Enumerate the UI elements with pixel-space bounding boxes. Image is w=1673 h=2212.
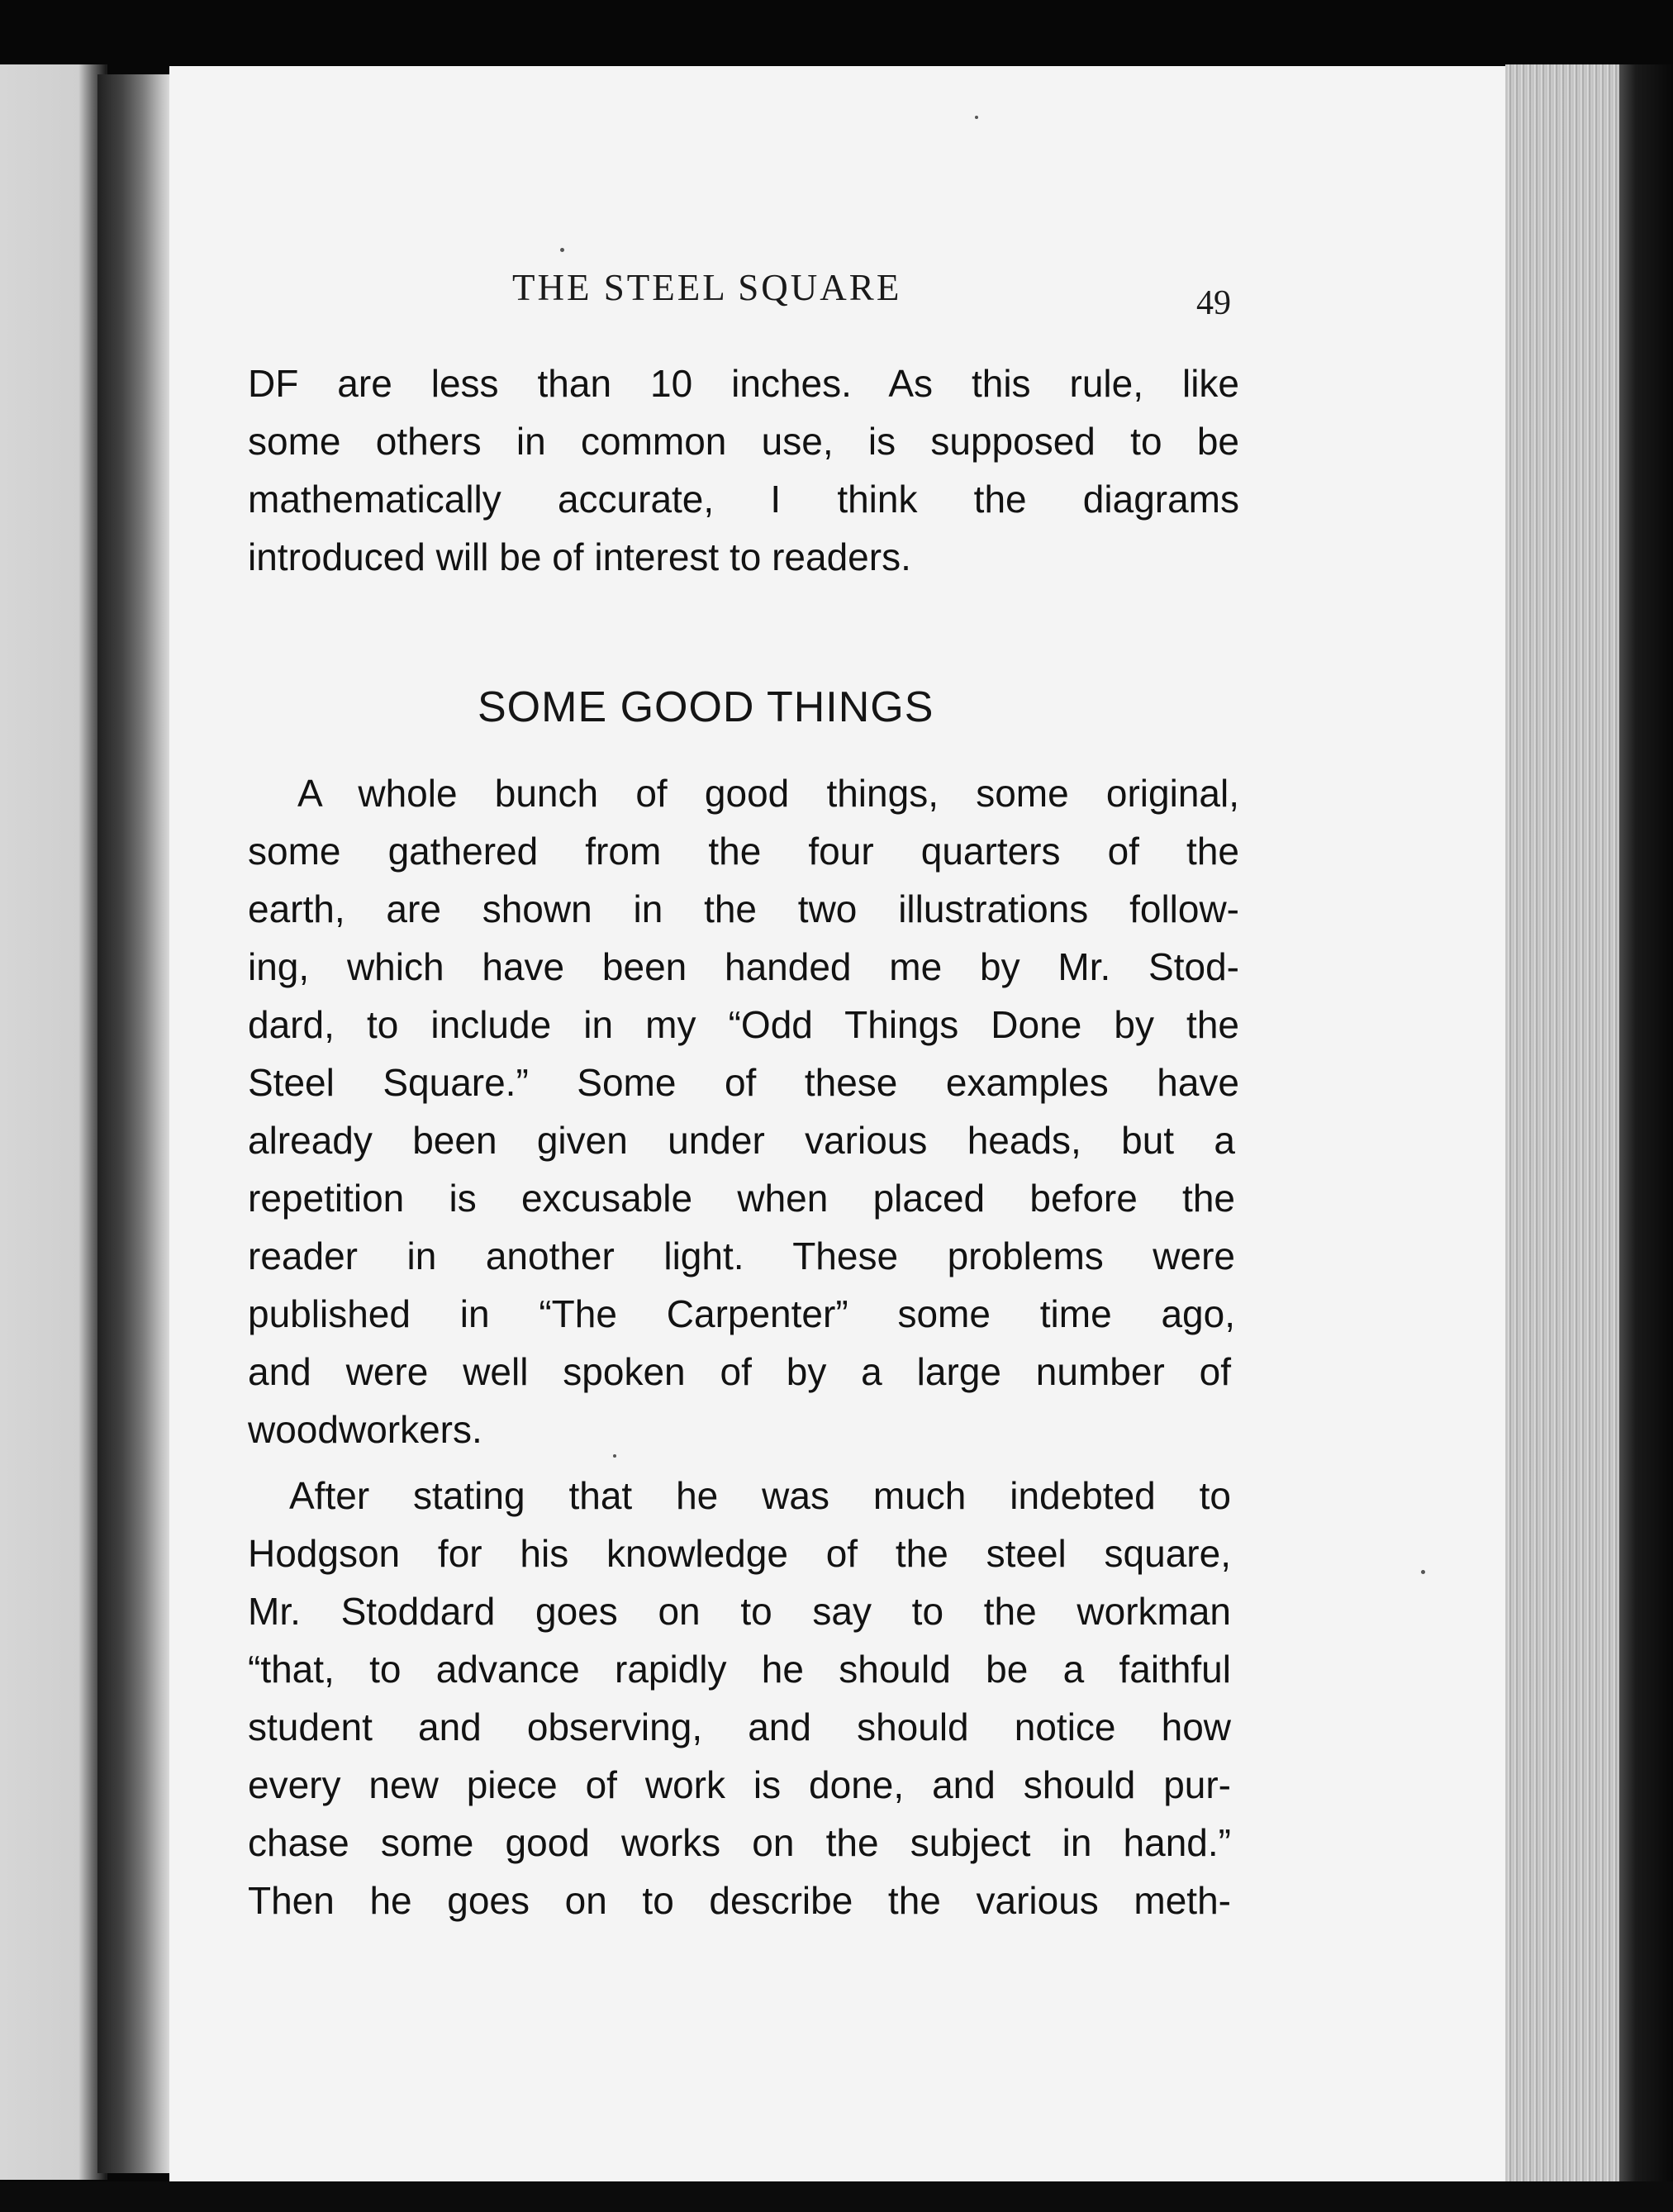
body-line: Then he goes on to describe the various meth- xyxy=(248,1879,1231,1922)
body-line: woodworkers. xyxy=(248,1408,482,1451)
body-line: some others in common use, is supposed to be xyxy=(248,420,1239,463)
body-line: After stating that he was much indebted to xyxy=(289,1474,1231,1517)
section-title: SOME GOOD THINGS xyxy=(478,683,934,731)
body-line: student and observing, and should notice how xyxy=(248,1705,1231,1748)
body-line: chase some good works on the subject in hand.” xyxy=(248,1821,1231,1864)
page-number: 49 xyxy=(1196,284,1231,322)
scan-speck xyxy=(975,116,978,119)
right-shadow xyxy=(1619,64,1673,2212)
scan-speck xyxy=(1421,1570,1425,1574)
body-line: Steel Square.” Some of these examples have xyxy=(248,1061,1239,1104)
body-line: Hodgson for his knowledge of the steel square, xyxy=(248,1532,1231,1575)
body-line: reader in another light. These problems were xyxy=(248,1234,1235,1277)
scan-speck xyxy=(560,248,564,252)
body-line: Mr. Stoddard goes on to say to the workman xyxy=(248,1590,1231,1633)
body-line: mathematically accurate, I think the diagrams xyxy=(248,478,1239,521)
running-head: THE STEEL SQUARE xyxy=(512,267,902,308)
body-line: every new piece of work is done, and should pur- xyxy=(248,1763,1231,1806)
body-line: dard, to include in my “Odd Things Done by the xyxy=(248,1003,1239,1046)
gutter-shadow xyxy=(97,74,173,2173)
body-line: earth, are shown in the two illustrations follow- xyxy=(248,887,1239,930)
body-line: A whole bunch of good things, some original, xyxy=(297,772,1239,815)
body-line: and were well spoken of by a large number of xyxy=(248,1350,1231,1393)
body-line: DF are less than 10 inches. As this rule, like xyxy=(248,362,1239,405)
body-line: already been given under various heads, but a xyxy=(248,1119,1235,1162)
body-line: “that, to advance rapidly he should be a faithful xyxy=(248,1648,1231,1691)
body-line: some gathered from the four quarters of the xyxy=(248,830,1239,873)
bottom-band xyxy=(0,2181,1673,2212)
body-line: ing, which have been handed me by Mr. Stod- xyxy=(248,945,1239,988)
body-line: introduced will be of interest to readers. xyxy=(248,535,911,578)
page-block-edges xyxy=(1505,64,1621,2196)
body-line: published in “The Carpenter” some time ago, xyxy=(248,1292,1235,1335)
scan-speck xyxy=(613,1454,616,1458)
body-line: repetition is excusable when placed before the xyxy=(248,1177,1235,1220)
